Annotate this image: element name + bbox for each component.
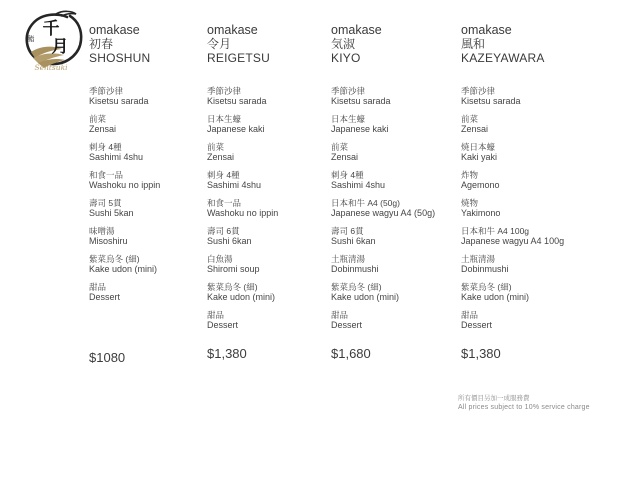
menu-item-name-jp: 炸物 [461,170,479,180]
restaurant-logo [18,8,88,72]
menu-item [89,282,215,303]
column-name-jp: 初春 [89,37,114,51]
menu-item-name-jp: 甜品 [461,310,479,320]
menu-item-name-en: Zensai [461,124,489,134]
menu-item [331,198,457,219]
menu-item-name-en: Kisetsu sarada [207,96,267,106]
menu-item-name-jp: 刺身 4種 [331,170,364,180]
menu-item [89,226,215,247]
menu-item-name-en: Dessert [207,320,239,330]
menu-item-name-jp: 壽司 6貫 [331,226,364,236]
menu-item-name-en: Kaki yaki [461,152,498,162]
column-name-jp: 気淑 [331,37,356,51]
menu-item-name-en: Kake udon (mini) [89,264,158,274]
menu-item-name-en: Dobinmushi [331,264,379,274]
menu-price: $1,380 [207,346,247,361]
menu-column-shoshun [89,23,215,365]
menu-item [89,170,215,191]
menu-item-name-jp: 前菜 [207,142,225,152]
menu-item [207,310,333,331]
menu-item [89,142,215,163]
menu-item-name-jp: 前菜 [331,142,349,152]
menu-item-name-en: Kake udon (mini) [461,292,530,302]
menu-item-name-jp: 焼物 [461,198,479,208]
menu-item [89,254,215,275]
menu-item [461,226,587,247]
menu-item [89,198,215,219]
menu-item [89,86,215,107]
menu-item [331,310,457,331]
menu-column-items [207,86,333,331]
menu-item-name-jp: 日本和牛 A4 (50g) [331,198,400,208]
menu-item-name-en: Sashimi 4shu [331,180,386,190]
menu-item [331,254,457,275]
menu-item-name-en: Dessert [461,320,493,330]
menu-item-name-jp: 季節沙律 [461,86,496,96]
menu-item-name-jp: 甜品 [89,282,107,292]
menu-item-name-jp: 壽司 5貫 [89,198,122,208]
svg-text:Sentsuki: Sentsuki [34,63,68,72]
menu-item-name-jp: 和食一品 [89,170,124,180]
column-name-jp: 風和 [461,37,486,51]
menu-item [207,114,333,135]
column-label: omakase [331,23,382,37]
menu-item-name-en: Sushi 6kan [207,236,252,246]
menu-column-items [461,86,587,331]
menu-item-name-jp: 前菜 [461,114,479,124]
service-charge-note-zh: 所有價目另加一成服務費 [458,395,530,402]
menu-item [331,226,457,247]
menu-item-name-jp: 土瓶清湯 [331,254,366,264]
menu-item [207,170,333,191]
menu-item [331,142,457,163]
service-charge-note-en: All prices subject to 10% service charge [458,404,590,411]
menu-item-name-jp: 刺身 4種 [207,170,240,180]
menu-item-name-en: Yakimono [461,208,501,218]
menu-item-name-en: Zensai [207,152,235,162]
column-name-en: REIGETSU [207,51,270,65]
menu-item-name-jp: 刺身 4種 [89,142,122,152]
menu-item-name-jp: 紫菜烏冬 (細) [207,282,258,292]
menu-item-name-en: Kake udon (mini) [331,292,400,302]
menu-item [207,226,333,247]
service-charge-note [458,395,590,412]
menu-item-name-en: Kake udon (mini) [207,292,276,302]
sentsuki-logo-icon [18,8,88,72]
menu-item [461,310,587,331]
menu-item [461,282,587,303]
menu-item [207,254,333,275]
menu-item-name-jp: 焼日本蠔 [461,142,496,152]
menu-item-name-jp: 味噌湯 [89,226,115,236]
menu-item [207,86,333,107]
menu-item [461,86,587,107]
menu-item-name-en: Washoku no ippin [89,180,161,190]
menu-item-name-en: Kisetsu sarada [331,96,391,106]
menu-item-name-jp: 甜品 [207,310,225,320]
menu-item [461,142,587,163]
menu-item [331,114,457,135]
menu-column-items [331,86,457,331]
menu-item [461,114,587,135]
menu-item-name-jp: 紫菜烏冬 (細) [331,282,382,292]
menu-item-name-en: Kisetsu sarada [89,96,149,106]
menu-item-name-jp: 壽司 6貫 [207,226,240,236]
menu-item-name-en: Japanese kaki [207,124,265,134]
menu-price: $1,680 [331,346,371,361]
menu-item-name-jp: 前菜 [89,114,107,124]
menu-item-name-en: Misoshiru [89,236,128,246]
menu-item-name-en: Japanese wagyu A4 100g [461,236,565,246]
svg-text:鮨: 鮨 [27,35,35,43]
column-label: omakase [461,23,512,37]
menu-column-kazeyawara [461,23,587,361]
menu-item [461,198,587,219]
menu-price: $1,380 [461,346,501,361]
menu-item-name-en: Kisetsu sarada [461,96,521,106]
menu-item-name-en: Washoku no ippin [207,208,279,218]
menu-item-name-en: Agemono [461,180,500,190]
menu-item [331,282,457,303]
column-label: omakase [207,23,258,37]
menu-item-name-en: Japanese wagyu A4 (50g) [331,208,436,218]
column-name-jp: 令月 [207,37,232,51]
menu-item-name-en: Sushi 5kan [89,208,134,218]
menu-item-name-en: Sashimi 4shu [89,152,144,162]
menu-item-name-en: Dobinmushi [461,264,509,274]
menu-item-name-en: Zensai [331,152,359,162]
menu-item [461,170,587,191]
menu-column-items [89,86,215,303]
menu-item-name-en: Zensai [89,124,117,134]
menu-item-name-jp: 紫菜烏冬 (細) [89,254,140,264]
menu-item [207,142,333,163]
column-name-en: KIYO [331,51,361,65]
menu-item [461,254,587,275]
menu-item [331,86,457,107]
menu-column-kiyo [331,23,457,361]
menu-item-name-jp: 土瓶清湯 [461,254,496,264]
svg-text:千: 千 [42,19,60,39]
menu-item-name-en: Sashimi 4shu [207,180,262,190]
menu-item-name-en: Japanese kaki [331,124,389,134]
menu-item-name-jp: 日本生蠔 [207,114,242,124]
menu-item-name-jp: 季節沙律 [331,86,366,96]
menu-item [207,198,333,219]
menu-item [89,114,215,135]
menu-item [331,170,457,191]
menu-item-name-en: Dessert [89,292,121,302]
menu-item-name-en: Sushi 6kan [331,236,376,246]
menu-item-name-en: Dessert [331,320,363,330]
menu-price: $1080 [89,350,126,365]
menu-item [207,282,333,303]
column-name-en: SHOSHUN [89,51,151,65]
menu-item-name-jp: 日本生蠔 [331,114,366,124]
menu-item-name-jp: 和食一品 [207,198,242,208]
column-name-en: KAZEYAWARA [461,51,545,65]
menu-item-name-jp: 紫菜烏冬 (細) [461,282,512,292]
menu-item-name-jp: 季節沙律 [207,86,242,96]
menu-item-name-en: Shiromi soup [207,264,260,274]
svg-text:月: 月 [51,37,69,57]
menu-item-name-jp: 白魚湯 [207,254,233,264]
menu-item-name-jp: 日本和牛 A4 100g [461,226,530,236]
column-label: omakase [89,23,140,37]
menu-item-name-jp: 甜品 [331,310,349,320]
menu-item-name-jp: 季節沙律 [89,86,124,96]
menu-column-reigetsu [207,23,333,361]
